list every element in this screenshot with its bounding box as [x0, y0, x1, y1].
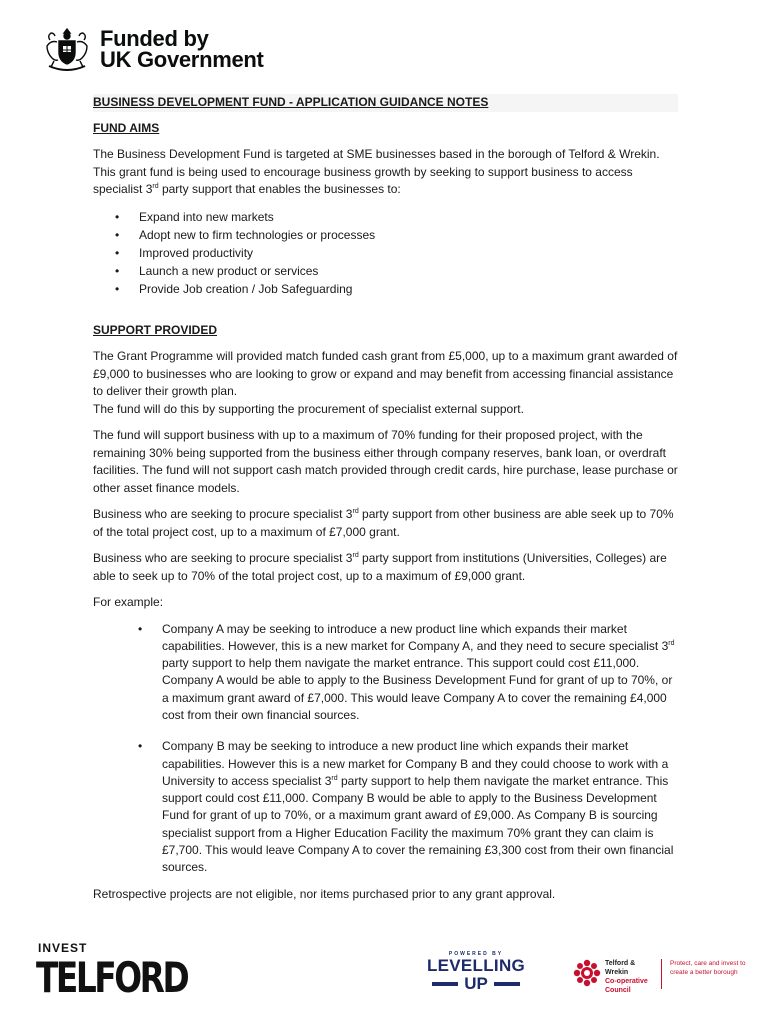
example-a-sup: rd — [668, 639, 675, 647]
example-company-b — [93, 738, 678, 876]
support-provided-heading: SUPPORT PROVIDED — [93, 322, 218, 337]
support-paragraph-4-b: party support from institutions (Universities, Colleges) are able to seek up to 70% of the total project cost, up to a maximum of £9,000 grant. — [93, 551, 667, 583]
example-b-text-1: Company B may be seeking to introduce a new product line which expands their market capabilities. However this is a new market for Company B and they could choose to work with a University to access specialist 3 — [162, 739, 669, 788]
list-item-text: Improved productivity — [139, 245, 254, 260]
list-item-text: Launch a new product or services — [139, 263, 319, 278]
funded-by-line2: UK Government — [100, 47, 264, 72]
fund-aims-heading: FUND AIMS — [93, 120, 160, 135]
example-company-a — [93, 621, 678, 725]
telford-wrekin-council-logo — [573, 959, 752, 995]
council-tagline: Protect, care and invest to create a better borough — [670, 960, 746, 976]
footer-logos — [0, 935, 770, 1024]
levelling-up-logo — [425, 951, 527, 993]
document-title: BUSINESS DEVELOPMENT FUND - APPLICATION GUIDANCE NOTES — [93, 94, 678, 112]
support-paragraph-2: The fund will support business with up to a maximum of 70% funding for their proposed project, with the remaining 30% being supported from the business either through company reserves, bank loan, or overdraft facilities. The fund will not support cash match provided through credit cards, hire purchase, lease purchase or other asset finance models. — [93, 428, 678, 495]
fund-aims-intro-text-b: party support that enables the businesses to: — [158, 182, 401, 196]
bullet-icon: • — [115, 227, 120, 242]
support-paragraph-4 — [93, 550, 678, 585]
council-emblem-icon — [573, 959, 601, 987]
support-paragraph-3-a: Business who are seeking to procure specialist 3 — [93, 507, 353, 521]
support-paragraph-4-sup: rd — [352, 552, 359, 559]
funded-by-line1: Funded by — [100, 26, 209, 51]
council-divider — [661, 959, 662, 989]
support-paragraph-4-a: Business who are seeking to procure specialist 3 — [93, 551, 353, 565]
support-paragraph-3 — [93, 506, 678, 541]
example-b-text-2: party support to help them navigate the market entrance. This support could cost £11,000. Company B would be able to apply to the Business Development Fund for grant of up to 70%, or a maximum grant award of £9,000. As Company B is sourcing specialist support from a Higher Education Facility the maximum 70% grant they can claim is £7,700. This would leave Company A to cover the remaining £3,300 cost from their own financial sources. — [162, 773, 674, 875]
council-name — [605, 959, 657, 995]
list-item-text: Provide Job creation / Job Safeguarding — [139, 281, 353, 296]
example-a-text-2: party support to help them navigate the market entrance. This support could cost £11,000. Company A would be able to apply to the Business Development Fund for grant of up to 70%, or a maximum grant award of £7,000. This would leave Company A to cover the remaining £4,000 cost from their own financial sources. — [162, 656, 673, 722]
levelling-up-text: UP — [464, 974, 488, 993]
fund-aims-intro-sup: rd — [152, 183, 159, 190]
bullet-icon: • — [115, 281, 120, 296]
levelling-bar-left — [432, 982, 458, 986]
bullet-icon: • — [138, 739, 143, 754]
fund-aims-intro-text-a: The Business Development Fund is targeted at SME businesses based in the borough of Telford & Wrekin. This grant fund is being used to encourage business growth by seeking to support business to access specialist 3 — [93, 147, 660, 196]
funded-by-text — [100, 28, 264, 70]
levelling-up-row — [425, 975, 527, 993]
list-item — [93, 226, 678, 244]
support-paragraph-1-line1: The Grant Programme will provided match funded cash grant from £5,000, up to a maximum grant awarded of £9,000 to businesses who are looking to grow or expand and may benefit from accessing financial assistance to deliver their growth plan. — [93, 349, 678, 398]
example-a-text-1: Company A may be seeking to introduce a new product line which expands their market capabilities. However, this is a new market for Company A, and they need to secure specialist 3 — [162, 621, 669, 653]
levelling-main-text: LEVELLING — [426, 956, 526, 975]
levelling-bar-right — [494, 982, 520, 986]
fund-aims-intro — [93, 146, 678, 199]
royal-coat-of-arms-icon — [42, 26, 92, 72]
list-item — [93, 244, 678, 262]
funded-by-uk-government-logo — [42, 26, 264, 72]
support-paragraph-3-sup: rd — [352, 508, 359, 515]
examples-list — [93, 621, 678, 877]
list-item — [93, 208, 678, 226]
telford-logo-text: TELFORD — [36, 953, 188, 1003]
example-label: For example: — [93, 595, 164, 609]
fund-aims-list — [93, 208, 678, 298]
council-name-line2: Co-operative Council — [605, 978, 648, 994]
invest-label: INVEST — [38, 941, 88, 955]
example-b-sup: rd — [331, 774, 338, 782]
list-item — [93, 262, 678, 280]
retrospective-note: Retrospective projects are not eligible, nor items purchased prior to any grant approval. — [93, 886, 556, 901]
bullet-icon: • — [115, 209, 120, 224]
list-item-text: Expand into new markets — [139, 209, 274, 224]
council-name-line1: Telford & Wrekin — [605, 960, 636, 976]
support-paragraph-1-line2: The fund will do this by supporting the procurement of specialist external support. — [93, 401, 524, 416]
bullet-icon: • — [115, 245, 120, 260]
support-paragraph-3-b: party support from other business are able seek up to 70% of the total project cost, up to a maximum of £7,000 grant. — [93, 507, 674, 539]
support-paragraph-1 — [93, 348, 678, 418]
list-item-text: Adopt new to firm technologies or processes — [139, 227, 376, 242]
bullet-icon: • — [115, 263, 120, 278]
bullet-icon: • — [138, 621, 143, 636]
list-item — [93, 280, 678, 298]
document-body — [93, 94, 678, 912]
levelling-powered-by: POWERED BY — [448, 951, 504, 957]
